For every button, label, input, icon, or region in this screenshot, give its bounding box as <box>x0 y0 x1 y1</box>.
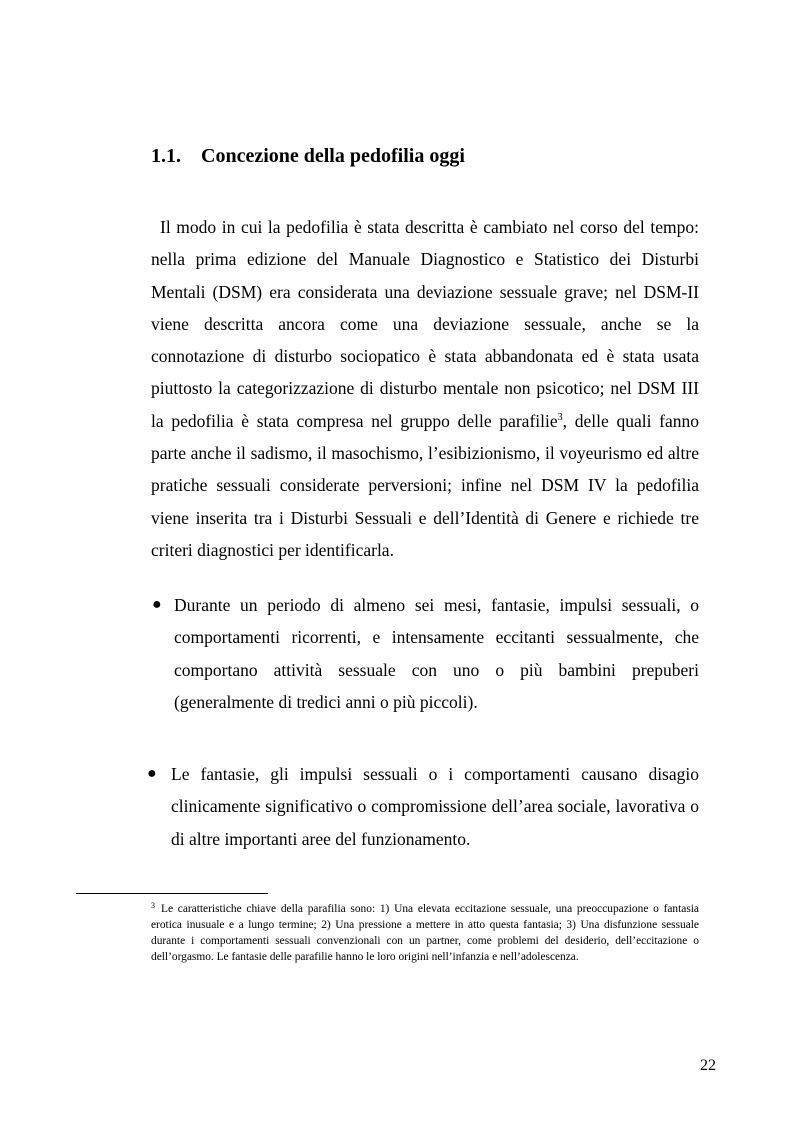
footnote-marker: 3 <box>151 901 155 910</box>
bullet-text: Le fantasie, gli impulsi sessuali o i comportamenti causano disagio clinicamente significativo o compromissione dell’area sociale, lavorativa o di altre importanti aree del funzionamento. <box>171 764 699 849</box>
bullet-item-1 <box>152 589 699 718</box>
bullet-text: Durante un periodo di almeno sei mesi, fantasie, impulsi sessuali, o comportamenti ricorrenti, e intensamente eccitanti sessualmente, che comportano attività sessuale con uno o più bambini prepuberi (generalmente di tredici anni o più piccoli). <box>174 595 699 712</box>
footnote <box>151 901 699 965</box>
body-paragraph <box>151 211 699 566</box>
bullet-icon: ● <box>152 596 162 613</box>
bullet-item-2 <box>147 758 699 855</box>
bullet-icon: ● <box>147 765 157 782</box>
footnote-divider <box>76 893 268 894</box>
paragraph-text-part-2: , delle quali fanno parte anche il sadismo, il masochismo, l’esibizionismo, il voyeurismo ed altre pratiche sessuali considerate perversioni; infine nel DSM IV la pedofilia viene inserita tra i Disturbi Sessuali e dell’Identità di Genere e richiede tre criteri diagnostici per identificarla. <box>151 410 699 560</box>
paragraph-text-part-1: Il modo in cui la pedofilia è stata descritta è cambiato nel corso del tempo: nella prima edizione del Manuale Diagnostico e Statistico dei Disturbi Mentali (DSM) era considerata una deviazione sessuale grave; nel DSM-II viene descritta ancora come una deviazione sessuale, anche se la connotazione di disturbo sociopatico è stata abbandonata ed è stata usata piuttosto la categorizzazione di disturbo mentale non psicotico; nel DSM III la pedofilia è stata compresa nel gruppo delle parafilie <box>151 217 699 431</box>
section-number: 1.1. <box>151 145 181 167</box>
page-number: 22 <box>700 1057 716 1074</box>
section-heading <box>151 145 465 168</box>
footnote-text: Le caratteristiche chiave della parafilia sono: 1) Una elevata eccitazione sessuale, una preoccupazione o fantasia erotica inusuale e a lungo termine; 2) Una pressione a mettere in atto questa fantasia; 3) Una disfunzione sessuale durante i comportamenti sessuali convenzionali con un partner, come problemi del desiderio, dell’eccitazione o dell’orgasmo. Le fantasie delle parafilie hanno le loro origini nell’infanzia e nell’adolescenza. <box>151 903 699 963</box>
section-title: Concezione della pedofilia oggi <box>201 145 465 167</box>
footnote-reference[interactable]: 3 <box>557 411 563 423</box>
